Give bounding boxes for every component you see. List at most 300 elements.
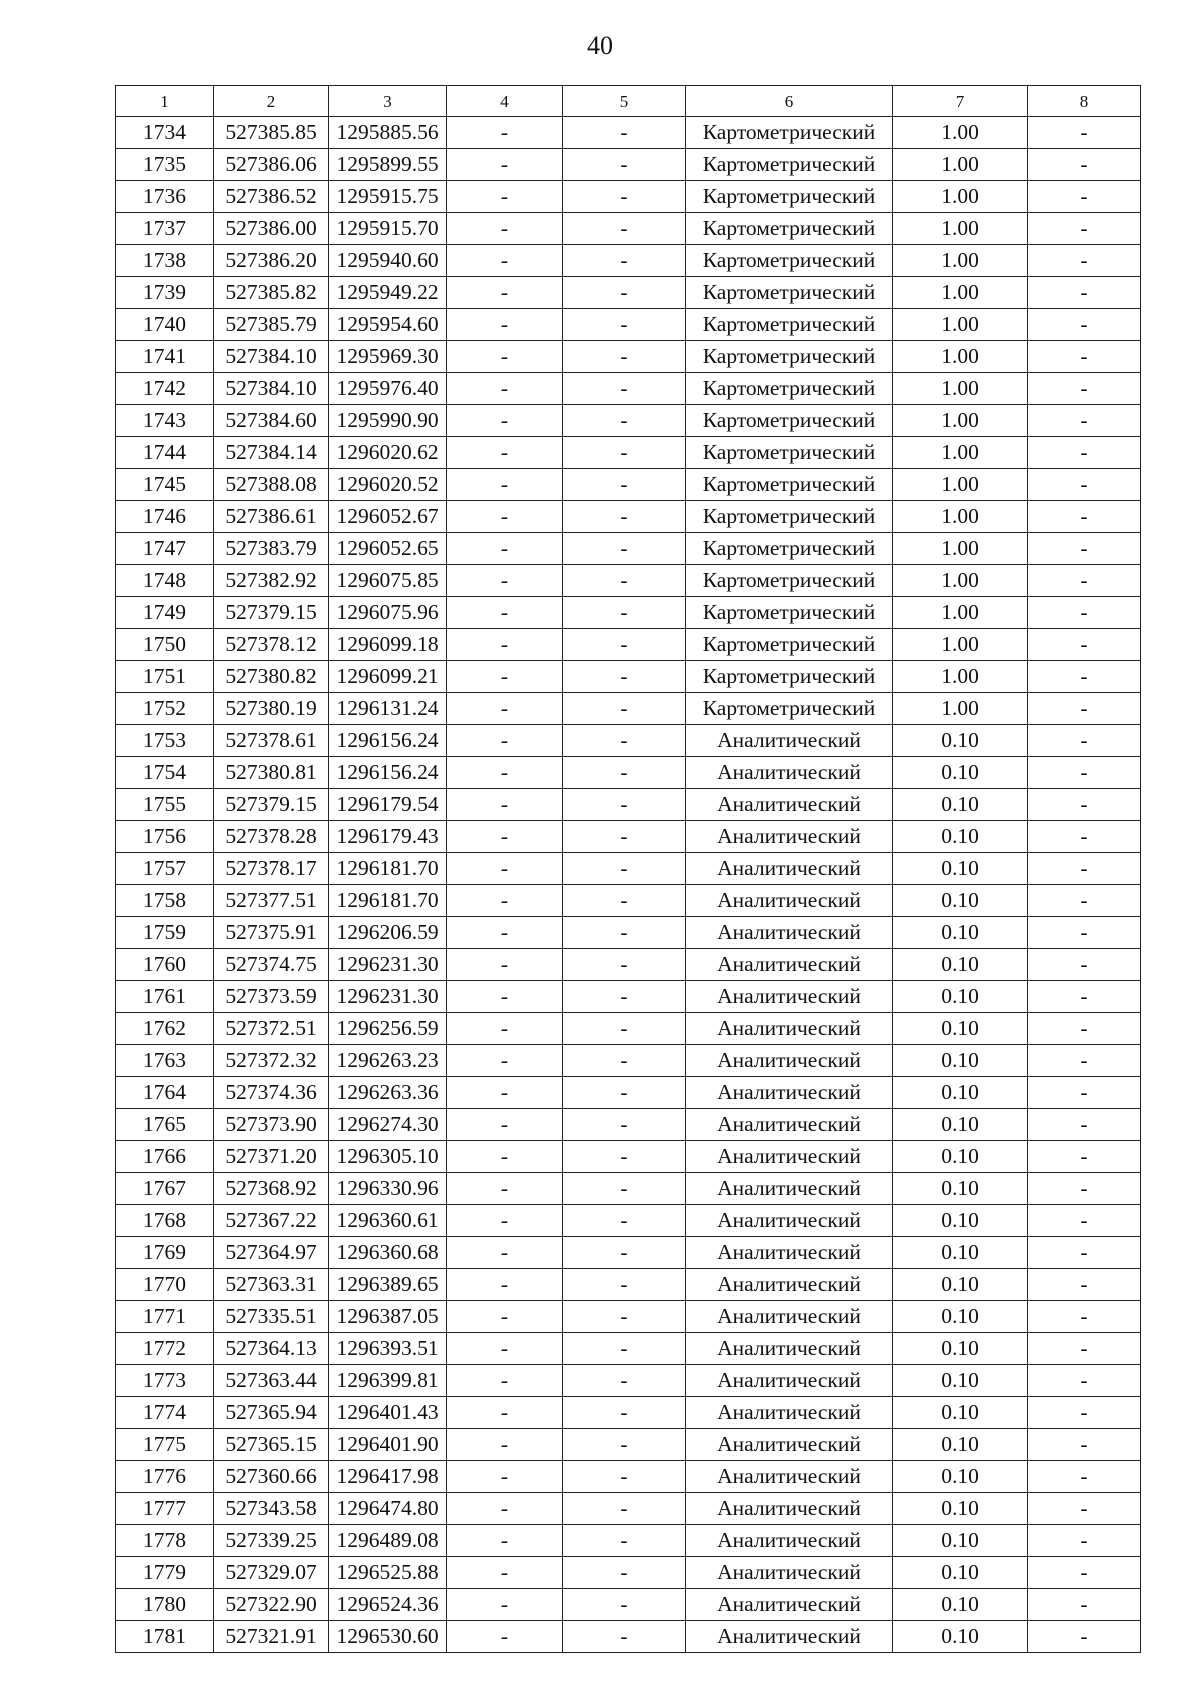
col8-cell: -: [1028, 1141, 1141, 1173]
col4-cell: -: [447, 501, 563, 533]
point-number-cell: 1763: [116, 1045, 214, 1077]
x-coordinate-cell: 527378.61: [214, 725, 329, 757]
table-row: [116, 853, 1141, 885]
accuracy-cell: 0.10: [893, 949, 1028, 981]
method-cell: Аналитический: [686, 1589, 893, 1621]
col4-cell: -: [447, 1525, 563, 1557]
y-coordinate-cell: 1296156.24: [329, 725, 447, 757]
y-coordinate-cell: 1296530.60: [329, 1621, 447, 1653]
col8-cell: -: [1028, 1173, 1141, 1205]
point-number-cell: 1736: [116, 181, 214, 213]
x-coordinate-cell: 527380.81: [214, 757, 329, 789]
point-number-cell: 1755: [116, 789, 214, 821]
method-cell: Картометрический: [686, 245, 893, 277]
col8-cell: -: [1028, 469, 1141, 501]
table-row: [116, 1045, 1141, 1077]
point-number-cell: 1758: [116, 885, 214, 917]
accuracy-cell: 0.10: [893, 1525, 1028, 1557]
point-number-cell: 1781: [116, 1621, 214, 1653]
method-cell: Аналитический: [686, 1397, 893, 1429]
col4-cell: -: [447, 277, 563, 309]
col8-cell: -: [1028, 853, 1141, 885]
point-number-cell: 1779: [116, 1557, 214, 1589]
table-row: [116, 917, 1141, 949]
x-coordinate-cell: 527388.08: [214, 469, 329, 501]
col4-cell: -: [447, 885, 563, 917]
col5-cell: -: [563, 501, 686, 533]
accuracy-cell: 0.10: [893, 789, 1028, 821]
accuracy-cell: 0.10: [893, 1301, 1028, 1333]
col5-cell: -: [563, 181, 686, 213]
header-cell: 4: [447, 86, 563, 117]
col5-cell: -: [563, 725, 686, 757]
col5-cell: -: [563, 309, 686, 341]
accuracy-cell: 0.10: [893, 1205, 1028, 1237]
col5-cell: -: [563, 1077, 686, 1109]
col8-cell: -: [1028, 1205, 1141, 1237]
col4-cell: -: [447, 597, 563, 629]
col4-cell: -: [447, 757, 563, 789]
col4-cell: -: [447, 1269, 563, 1301]
table-row: [116, 245, 1141, 277]
method-cell: Аналитический: [686, 1237, 893, 1269]
method-cell: Аналитический: [686, 1269, 893, 1301]
y-coordinate-cell: 1296274.30: [329, 1109, 447, 1141]
point-number-cell: 1746: [116, 501, 214, 533]
table-row: [116, 1557, 1141, 1589]
point-number-cell: 1757: [116, 853, 214, 885]
x-coordinate-cell: 527377.51: [214, 885, 329, 917]
col5-cell: -: [563, 757, 686, 789]
accuracy-cell: 1.00: [893, 405, 1028, 437]
point-number-cell: 1759: [116, 917, 214, 949]
x-coordinate-cell: 527339.25: [214, 1525, 329, 1557]
method-cell: Картометрический: [686, 149, 893, 181]
col4-cell: -: [447, 1557, 563, 1589]
col5-cell: -: [563, 1493, 686, 1525]
y-coordinate-cell: 1296075.96: [329, 597, 447, 629]
y-coordinate-cell: 1295990.90: [329, 405, 447, 437]
point-number-cell: 1760: [116, 949, 214, 981]
table-row: [116, 213, 1141, 245]
accuracy-cell: 0.10: [893, 725, 1028, 757]
y-coordinate-cell: 1295954.60: [329, 309, 447, 341]
accuracy-cell: 1.00: [893, 501, 1028, 533]
table-row: [116, 181, 1141, 213]
coordinates-table: [115, 85, 1141, 1653]
y-coordinate-cell: 1296489.08: [329, 1525, 447, 1557]
x-coordinate-cell: 527385.79: [214, 309, 329, 341]
method-cell: Картометрический: [686, 565, 893, 597]
y-coordinate-cell: 1296075.85: [329, 565, 447, 597]
accuracy-cell: 0.10: [893, 981, 1028, 1013]
point-number-cell: 1749: [116, 597, 214, 629]
accuracy-cell: 1.00: [893, 693, 1028, 725]
col5-cell: -: [563, 213, 686, 245]
point-number-cell: 1734: [116, 117, 214, 149]
x-coordinate-cell: 527385.82: [214, 277, 329, 309]
point-number-cell: 1738: [116, 245, 214, 277]
table-row: [116, 309, 1141, 341]
point-number-cell: 1768: [116, 1205, 214, 1237]
accuracy-cell: 0.10: [893, 821, 1028, 853]
col4-cell: -: [447, 1045, 563, 1077]
col5-cell: -: [563, 949, 686, 981]
col8-cell: -: [1028, 757, 1141, 789]
table-header-row: [116, 86, 1141, 117]
y-coordinate-cell: 1295915.75: [329, 181, 447, 213]
header-cell: 8: [1028, 86, 1141, 117]
point-number-cell: 1754: [116, 757, 214, 789]
table-row: [116, 533, 1141, 565]
table-row: [116, 1397, 1141, 1429]
col8-cell: -: [1028, 1461, 1141, 1493]
method-cell: Аналитический: [686, 917, 893, 949]
accuracy-cell: 0.10: [893, 1461, 1028, 1493]
method-cell: Аналитический: [686, 1205, 893, 1237]
x-coordinate-cell: 527371.20: [214, 1141, 329, 1173]
table-row: [116, 949, 1141, 981]
col5-cell: -: [563, 469, 686, 501]
x-coordinate-cell: 527384.10: [214, 341, 329, 373]
accuracy-cell: 0.10: [893, 885, 1028, 917]
x-coordinate-cell: 527343.58: [214, 1493, 329, 1525]
accuracy-cell: 0.10: [893, 1365, 1028, 1397]
y-coordinate-cell: 1296399.81: [329, 1365, 447, 1397]
col8-cell: -: [1028, 1301, 1141, 1333]
y-coordinate-cell: 1295976.40: [329, 373, 447, 405]
x-coordinate-cell: 527386.06: [214, 149, 329, 181]
x-coordinate-cell: 527378.12: [214, 629, 329, 661]
col5-cell: -: [563, 1461, 686, 1493]
table-row: [116, 1013, 1141, 1045]
point-number-cell: 1751: [116, 661, 214, 693]
y-coordinate-cell: 1296099.21: [329, 661, 447, 693]
col5-cell: -: [563, 341, 686, 373]
col4-cell: -: [447, 1493, 563, 1525]
y-coordinate-cell: 1296256.59: [329, 1013, 447, 1045]
table-row: [116, 1429, 1141, 1461]
method-cell: Картометрический: [686, 533, 893, 565]
col5-cell: -: [563, 373, 686, 405]
col5-cell: -: [563, 405, 686, 437]
point-number-cell: 1777: [116, 1493, 214, 1525]
method-cell: Аналитический: [686, 725, 893, 757]
col5-cell: -: [563, 1365, 686, 1397]
y-coordinate-cell: 1296131.24: [329, 693, 447, 725]
point-number-cell: 1743: [116, 405, 214, 437]
col4-cell: -: [447, 853, 563, 885]
header-cell: 3: [329, 86, 447, 117]
x-coordinate-cell: 527374.36: [214, 1077, 329, 1109]
accuracy-cell: 0.10: [893, 1621, 1028, 1653]
col4-cell: -: [447, 437, 563, 469]
col4-cell: -: [447, 405, 563, 437]
header-cell: 6: [686, 86, 893, 117]
x-coordinate-cell: 527386.20: [214, 245, 329, 277]
col5-cell: -: [563, 981, 686, 1013]
point-number-cell: 1742: [116, 373, 214, 405]
accuracy-cell: 0.10: [893, 1173, 1028, 1205]
col4-cell: -: [447, 309, 563, 341]
col8-cell: -: [1028, 1429, 1141, 1461]
col5-cell: -: [563, 1269, 686, 1301]
x-coordinate-cell: 527373.59: [214, 981, 329, 1013]
accuracy-cell: 1.00: [893, 277, 1028, 309]
point-number-cell: 1735: [116, 149, 214, 181]
method-cell: Аналитический: [686, 1301, 893, 1333]
col5-cell: -: [563, 437, 686, 469]
point-number-cell: 1766: [116, 1141, 214, 1173]
accuracy-cell: 0.10: [893, 1333, 1028, 1365]
col5-cell: -: [563, 1045, 686, 1077]
method-cell: Аналитический: [686, 1077, 893, 1109]
col4-cell: -: [447, 245, 563, 277]
y-coordinate-cell: 1295969.30: [329, 341, 447, 373]
col8-cell: -: [1028, 565, 1141, 597]
accuracy-cell: 0.10: [893, 1269, 1028, 1301]
x-coordinate-cell: 527375.91: [214, 917, 329, 949]
x-coordinate-cell: 527365.94: [214, 1397, 329, 1429]
table-row: [116, 981, 1141, 1013]
table-row: [116, 1173, 1141, 1205]
method-cell: Аналитический: [686, 1461, 893, 1493]
y-coordinate-cell: 1296525.88: [329, 1557, 447, 1589]
table-row: [116, 373, 1141, 405]
col8-cell: -: [1028, 1365, 1141, 1397]
accuracy-cell: 1.00: [893, 629, 1028, 661]
x-coordinate-cell: 527380.19: [214, 693, 329, 725]
method-cell: Аналитический: [686, 1525, 893, 1557]
method-cell: Аналитический: [686, 821, 893, 853]
y-coordinate-cell: 1296360.68: [329, 1237, 447, 1269]
col4-cell: -: [447, 629, 563, 661]
table-row: [116, 725, 1141, 757]
x-coordinate-cell: 527379.15: [214, 597, 329, 629]
col8-cell: -: [1028, 373, 1141, 405]
point-number-cell: 1780: [116, 1589, 214, 1621]
col4-cell: -: [447, 533, 563, 565]
point-number-cell: 1773: [116, 1365, 214, 1397]
point-number-cell: 1764: [116, 1077, 214, 1109]
method-cell: Картометрический: [686, 181, 893, 213]
table-body: [116, 117, 1141, 1653]
col5-cell: -: [563, 693, 686, 725]
col5-cell: -: [563, 277, 686, 309]
col8-cell: -: [1028, 181, 1141, 213]
col8-cell: -: [1028, 1109, 1141, 1141]
col4-cell: -: [447, 1237, 563, 1269]
col5-cell: -: [563, 885, 686, 917]
x-coordinate-cell: 527385.85: [214, 117, 329, 149]
x-coordinate-cell: 527335.51: [214, 1301, 329, 1333]
table-row: [116, 1333, 1141, 1365]
col8-cell: -: [1028, 277, 1141, 309]
method-cell: Аналитический: [686, 1141, 893, 1173]
accuracy-cell: 0.10: [893, 1429, 1028, 1461]
col8-cell: -: [1028, 245, 1141, 277]
col8-cell: -: [1028, 1269, 1141, 1301]
x-coordinate-cell: 527383.79: [214, 533, 329, 565]
x-coordinate-cell: 527368.92: [214, 1173, 329, 1205]
x-coordinate-cell: 527367.22: [214, 1205, 329, 1237]
table-row: [116, 1269, 1141, 1301]
point-number-cell: 1772: [116, 1333, 214, 1365]
col8-cell: -: [1028, 405, 1141, 437]
accuracy-cell: 0.10: [893, 1237, 1028, 1269]
col8-cell: -: [1028, 981, 1141, 1013]
y-coordinate-cell: 1296231.30: [329, 981, 447, 1013]
point-number-cell: 1774: [116, 1397, 214, 1429]
col4-cell: -: [447, 149, 563, 181]
col8-cell: -: [1028, 629, 1141, 661]
y-coordinate-cell: 1296393.51: [329, 1333, 447, 1365]
method-cell: Картометрический: [686, 501, 893, 533]
table-row: [116, 821, 1141, 853]
table-row: [116, 341, 1141, 373]
col4-cell: -: [447, 661, 563, 693]
y-coordinate-cell: 1295915.70: [329, 213, 447, 245]
table-row: [116, 1237, 1141, 1269]
point-number-cell: 1745: [116, 469, 214, 501]
col5-cell: -: [563, 245, 686, 277]
table-row: [116, 629, 1141, 661]
table-row: [116, 277, 1141, 309]
point-number-cell: 1747: [116, 533, 214, 565]
col5-cell: -: [563, 917, 686, 949]
col4-cell: -: [447, 1109, 563, 1141]
table-row: [116, 885, 1141, 917]
y-coordinate-cell: 1296387.05: [329, 1301, 447, 1333]
accuracy-cell: 1.00: [893, 117, 1028, 149]
method-cell: Картометрический: [686, 629, 893, 661]
table-row: [116, 1301, 1141, 1333]
y-coordinate-cell: 1296401.90: [329, 1429, 447, 1461]
table-row: [116, 661, 1141, 693]
method-cell: Картометрический: [686, 693, 893, 725]
col5-cell: -: [563, 1525, 686, 1557]
y-coordinate-cell: 1296305.10: [329, 1141, 447, 1173]
col5-cell: -: [563, 1237, 686, 1269]
method-cell: Аналитический: [686, 1045, 893, 1077]
accuracy-cell: 1.00: [893, 149, 1028, 181]
col4-cell: -: [447, 981, 563, 1013]
accuracy-cell: 1.00: [893, 373, 1028, 405]
method-cell: Аналитический: [686, 1013, 893, 1045]
y-coordinate-cell: 1295899.55: [329, 149, 447, 181]
table-row: [116, 117, 1141, 149]
point-number-cell: 1778: [116, 1525, 214, 1557]
col5-cell: -: [563, 1621, 686, 1653]
col8-cell: -: [1028, 885, 1141, 917]
method-cell: Аналитический: [686, 789, 893, 821]
col4-cell: -: [447, 1429, 563, 1461]
method-cell: Аналитический: [686, 1109, 893, 1141]
col4-cell: -: [447, 181, 563, 213]
method-cell: Картометрический: [686, 597, 893, 629]
point-number-cell: 1761: [116, 981, 214, 1013]
x-coordinate-cell: 527378.28: [214, 821, 329, 853]
col4-cell: -: [447, 949, 563, 981]
col4-cell: -: [447, 693, 563, 725]
method-cell: Картометрический: [686, 437, 893, 469]
col8-cell: -: [1028, 917, 1141, 949]
y-coordinate-cell: 1296179.43: [329, 821, 447, 853]
col5-cell: -: [563, 1589, 686, 1621]
col4-cell: -: [447, 1365, 563, 1397]
accuracy-cell: 0.10: [893, 1557, 1028, 1589]
col5-cell: -: [563, 597, 686, 629]
accuracy-cell: 1.00: [893, 213, 1028, 245]
col8-cell: -: [1028, 1397, 1141, 1429]
accuracy-cell: 0.10: [893, 1397, 1028, 1429]
y-coordinate-cell: 1296263.23: [329, 1045, 447, 1077]
x-coordinate-cell: 527365.15: [214, 1429, 329, 1461]
accuracy-cell: 0.10: [893, 1013, 1028, 1045]
col4-cell: -: [447, 469, 563, 501]
point-number-cell: 1767: [116, 1173, 214, 1205]
table-row: [116, 1493, 1141, 1525]
method-cell: Картометрический: [686, 309, 893, 341]
method-cell: Аналитический: [686, 853, 893, 885]
col8-cell: -: [1028, 1589, 1141, 1621]
point-number-cell: 1741: [116, 341, 214, 373]
col4-cell: -: [447, 1397, 563, 1429]
accuracy-cell: 1.00: [893, 661, 1028, 693]
col4-cell: -: [447, 1621, 563, 1653]
col5-cell: -: [563, 1333, 686, 1365]
col4-cell: -: [447, 821, 563, 853]
y-coordinate-cell: 1296052.65: [329, 533, 447, 565]
col5-cell: -: [563, 629, 686, 661]
table-row: [116, 1461, 1141, 1493]
col8-cell: -: [1028, 1493, 1141, 1525]
method-cell: Аналитический: [686, 757, 893, 789]
y-coordinate-cell: 1296179.54: [329, 789, 447, 821]
col8-cell: -: [1028, 1013, 1141, 1045]
table-row: [116, 1589, 1141, 1621]
accuracy-cell: 0.10: [893, 1077, 1028, 1109]
method-cell: Картометрический: [686, 373, 893, 405]
x-coordinate-cell: 527372.51: [214, 1013, 329, 1045]
table-row: [116, 1621, 1141, 1653]
method-cell: Картометрический: [686, 277, 893, 309]
accuracy-cell: 0.10: [893, 853, 1028, 885]
point-number-cell: 1744: [116, 437, 214, 469]
table-row: [116, 597, 1141, 629]
point-number-cell: 1756: [116, 821, 214, 853]
col5-cell: -: [563, 661, 686, 693]
table-row: [116, 1205, 1141, 1237]
x-coordinate-cell: 527374.75: [214, 949, 329, 981]
x-coordinate-cell: 527379.15: [214, 789, 329, 821]
y-coordinate-cell: 1295885.56: [329, 117, 447, 149]
accuracy-cell: 0.10: [893, 1141, 1028, 1173]
col8-cell: -: [1028, 1045, 1141, 1077]
y-coordinate-cell: 1296389.65: [329, 1269, 447, 1301]
accuracy-cell: 0.10: [893, 757, 1028, 789]
x-coordinate-cell: 527363.44: [214, 1365, 329, 1397]
header-cell: 1: [116, 86, 214, 117]
x-coordinate-cell: 527373.90: [214, 1109, 329, 1141]
col8-cell: -: [1028, 693, 1141, 725]
point-number-cell: 1771: [116, 1301, 214, 1333]
x-coordinate-cell: 527364.97: [214, 1237, 329, 1269]
y-coordinate-cell: 1296360.61: [329, 1205, 447, 1237]
col8-cell: -: [1028, 661, 1141, 693]
page-number: 40: [587, 31, 613, 60]
point-number-cell: 1770: [116, 1269, 214, 1301]
